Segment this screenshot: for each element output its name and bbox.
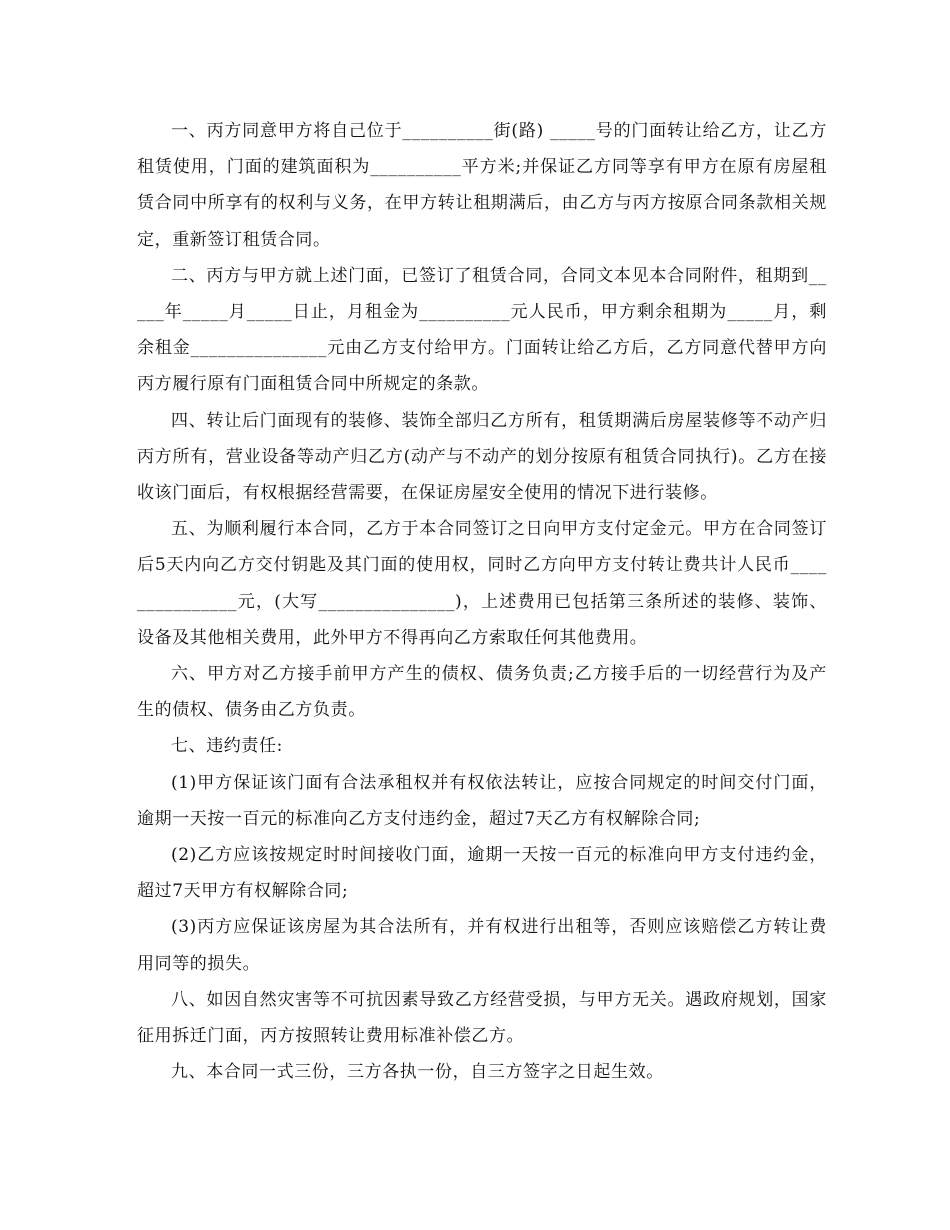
- clause-8-paragraph: 八、如因自然灾害等不可抗因素导致乙方经营受损，与甲方无关。遇政府规划，国家征用拆迁门面，丙方按照转让费用标准补偿乙方。: [137, 989, 827, 1047]
- clause-1-paragraph: 一、丙方同意甲方将自己位于__________街(路) _____号的门面转让给乙方，让乙方租赁使用，门面的建筑面积为__________平方米;并保证乙方同等享有甲方在原有房屋租赁合同中所享有的权利与义务，在甲方转让租期满后，由乙方与丙方按原合同条款相关规定，重新签订租赁合同。: [137, 121, 827, 250]
- clause-2-paragraph: 二、丙方与甲方就上述门面，已签订了租赁合同，合同文本见本合同附件，租期到_____年_____月_____日止，月租金为__________元人民币，甲方剩余租期为_____月，剩余租金_______________元由乙方支付给甲方。门面转让给乙方后，乙方同意代替甲方向丙方履行原有门面租赁合同中所规定的条款。: [137, 265, 827, 395]
- document-body: [137, 113, 827, 1090]
- clause-4-paragraph: 四、转让后门面现有的装修、装饰全部归乙方所有，租赁期满后房屋装修等不动产归丙方所有，营业设备等动产归乙方(动产与不动产的划分按原有租赁合同执行)。乙方在接收该门面后，有权根据经营需要，在保证房屋安全使用的情况下进行装修。: [137, 410, 827, 504]
- clause-9-paragraph: 九、本合同一式三份，三方各执一份，自三方签字之日起生效。: [171, 1062, 664, 1083]
- clause-7-item-3: (3)丙方应保证该房屋为其合法所有，并有权进行出租等，否则应该赔偿乙方转让费用同等的损失。: [137, 917, 827, 974]
- clause-7-item-2: (2)乙方应该按规定时时间接收门面，逾期一天按一百元的标准向甲方支付违约金，超过7天甲方有权解除合同;: [137, 845, 827, 902]
- clause-7-heading: 七、违约责任:: [171, 736, 283, 757]
- clause-5-paragraph: 五、为顺利履行本合同，乙方于本合同签订之日向甲方支付定金元。甲方在合同签订后5天内向乙方交付钥匙及其门面的使用权，同时乙方向甲方支付转让费共计人民币_______________元，(大写_______________)，上述费用已包括第三条所述的装修、装饰、设备及其他相关费用，此外甲方不得再向乙方索取任何其他费用。: [137, 519, 827, 648]
- clause-6-paragraph: 六、甲方对乙方接手前甲方产生的债权、债务负责;乙方接手后的一切经营行为及产生的债权、债务由乙方负责。: [137, 664, 827, 721]
- clause-7-item-1: (1)甲方保证该门面有合法承租权并有权依法转让，应按合同规定的时间交付门面，逾期一天按一百元的标准向乙方支付违约金，超过7天乙方有权解除合同;: [137, 772, 827, 829]
